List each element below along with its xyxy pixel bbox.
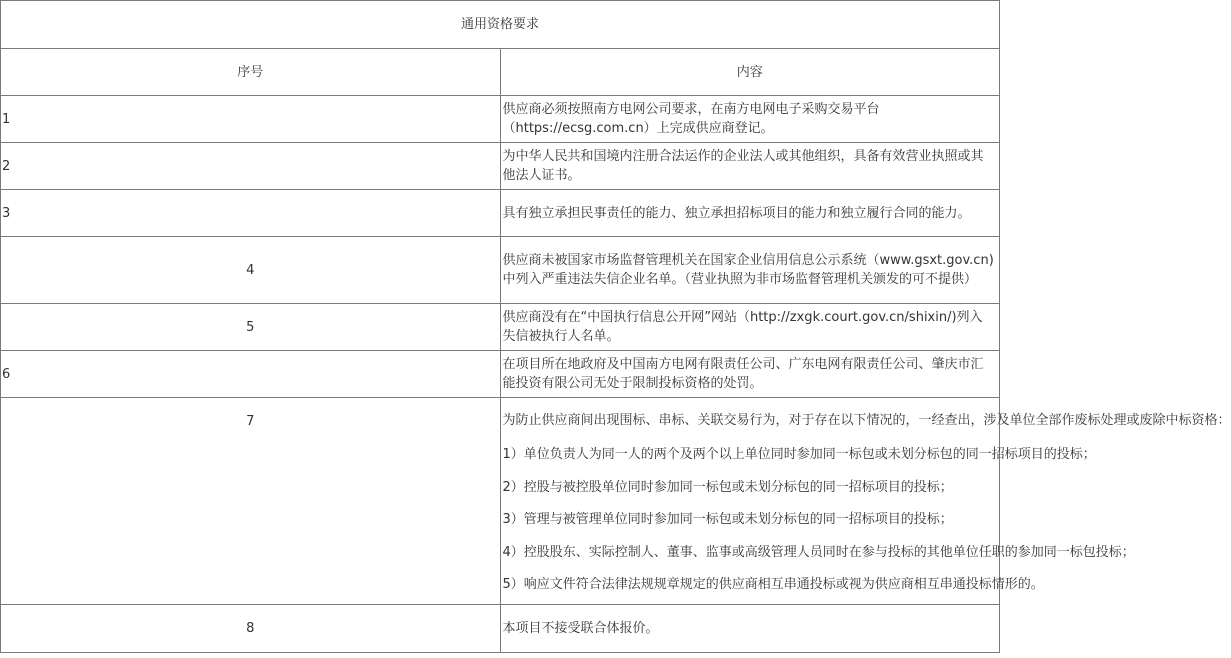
table-row [1, 190, 1000, 237]
table-row [1, 398, 1000, 605]
table-row [1, 237, 1000, 304]
collusion-rules-list [502, 408, 1231, 598]
row-content: 具有独立承担民事责任的能力、独立承担招标项目的能力和独立履行合同的能力。 [500, 190, 1000, 237]
row-no: 5 [1, 304, 501, 351]
row-content: 在项目所在地政府及中国南方电网有限责任公司、广东电网有限责任公司、肇庆市汇能投资有限公司无处于限制投标资格的处罚。 [500, 351, 1000, 398]
table-title: 通用资格要求 [1, 1, 1000, 49]
row-content: 供应商必须按照南方电网公司要求，在南方电网电子采购交易平台（https://ecsg.com.cn）上完成供应商登记。 [500, 96, 1000, 143]
table-row [1, 96, 1000, 143]
row-content: 为中华人民共和国境内注册合法运作的企业法人或其他组织，具备有效营业执照或其他法人证书。 [500, 143, 1000, 190]
table-row [1, 304, 1000, 351]
header-content: 内容 [500, 49, 1000, 96]
row-no: 2 [1, 143, 501, 190]
row-no: 1 [1, 96, 501, 143]
row-no: 8 [1, 605, 501, 653]
list-item: 2）控股与被控股单位同时参加同一标包或未划分标包的同一招标项目的投标； [502, 480, 953, 495]
list-item: 4）控股股东、实际控制人、董事、监事或高级管理人员同时在参与投标的其他单位任职的参加同一标包投标； [502, 545, 1135, 560]
row-content: 供应商没有在“中国执行信息公开网”网站（http://zxgk.court.gov.cn/shixin/)列入失信被执行人名单。 [500, 304, 1000, 351]
row-no: 6 [1, 351, 501, 398]
header-no: 序号 [1, 49, 501, 96]
row-no: 7 [1, 398, 501, 605]
collusion-intro: 为防止供应商间出现围标、串标、关联交易行为，对于存在以下情况的，一经查出，涉及单位全部作废标处理或废除中标资格： [502, 413, 1231, 428]
row-no: 3 [1, 190, 501, 237]
row-content: 本项目不接受联合体报价。 [500, 605, 1000, 653]
row-content [500, 398, 1231, 605]
row-content: 供应商未被国家市场监督管理机关在国家企业信用信息公示系统（www.gsxt.gov.cn)中列入严重违法失信企业名单。（营业执照为非市场监督管理机关颁发的可不提供） [500, 237, 1000, 304]
row-no: 4 [1, 237, 501, 304]
table-row [1, 351, 1000, 398]
list-item: 3）管理与被管理单位同时参加同一标包或未划分标包的同一招标项目的投标； [502, 512, 953, 527]
list-item: 1）单位负责人为同一人的两个及两个以上单位同时参加同一标包或未划分标包的同一招标项目的投标； [502, 447, 1096, 462]
table-row [1, 605, 1000, 653]
table-row [1, 143, 1000, 190]
list-item: 5）响应文件符合法律法规规章规定的供应商相互串通投标或视为供应商相互串通投标情形的。 [502, 577, 1044, 592]
